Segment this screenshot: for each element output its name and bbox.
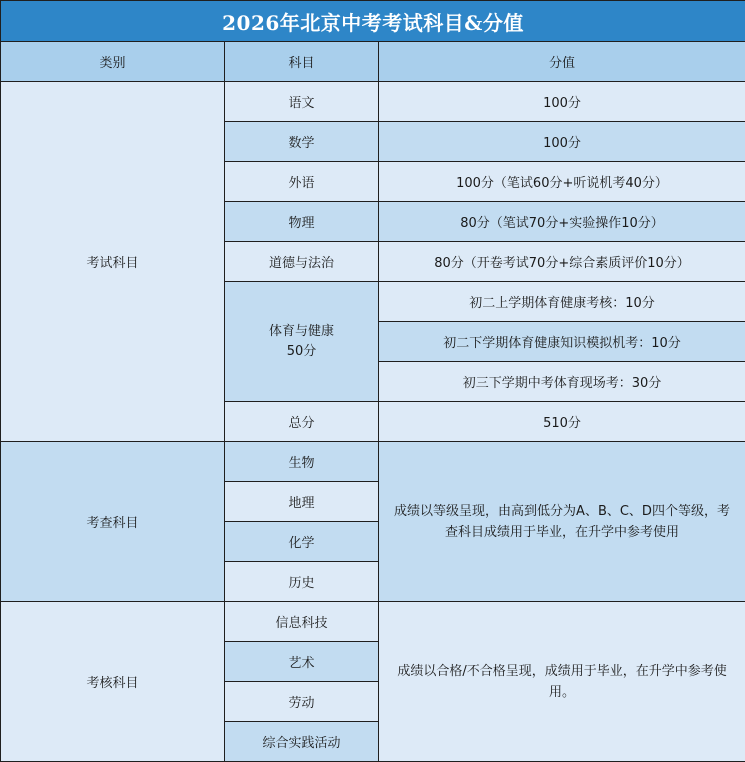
table-title: 2026年北京中考考试科目&分值 bbox=[1, 1, 745, 42]
score-cell: 初三下学期中考体育现场考：30分 bbox=[379, 362, 745, 402]
table-row bbox=[1, 442, 745, 482]
header-category: 类别 bbox=[1, 42, 225, 82]
header-score: 分值 bbox=[379, 42, 745, 82]
check-note: 成绩以等级呈现，由高到低分为A、B、C、D四个等级，考查科目成绩用于毕业，在升学中参考使用 bbox=[379, 442, 745, 602]
subject-cell: 历史 bbox=[225, 562, 379, 602]
subject-cell: 语文 bbox=[225, 82, 379, 122]
subject-cell: 化学 bbox=[225, 522, 379, 562]
subject-cell: 信息科技 bbox=[225, 602, 379, 642]
table-row bbox=[1, 602, 745, 642]
table-row bbox=[1, 82, 745, 122]
score-cell: 100分（笔试60分+听说机考40分） bbox=[379, 162, 745, 202]
subject-cell: 外语 bbox=[225, 162, 379, 202]
pe-subject-name: 体育与健康 bbox=[269, 324, 334, 339]
score-cell: 初二上学期体育健康考核：10分 bbox=[379, 282, 745, 322]
header-subject: 科目 bbox=[225, 42, 379, 82]
score-cell: 初二下学期体育健康知识模拟机考：10分 bbox=[379, 322, 745, 362]
subject-cell: 劳动 bbox=[225, 682, 379, 722]
subject-cell: 综合实践活动 bbox=[225, 722, 379, 762]
pe-subject-score: 50分 bbox=[287, 344, 317, 359]
category-check: 考查科目 bbox=[1, 442, 225, 602]
category-exam: 考试科目 bbox=[1, 82, 225, 442]
score-cell: 80分（笔试70分+实验操作10分） bbox=[379, 202, 745, 242]
score-cell: 100分 bbox=[379, 82, 745, 122]
subject-cell: 艺术 bbox=[225, 642, 379, 682]
score-cell: 100分 bbox=[379, 122, 745, 162]
subject-cell: 数学 bbox=[225, 122, 379, 162]
assess-note: 成绩以合格/不合格呈现，成绩用于毕业，在升学中参考使用。 bbox=[379, 602, 745, 762]
subject-pe bbox=[225, 282, 379, 402]
score-cell: 80分（开卷考试70分+综合素质评价10分） bbox=[379, 242, 745, 282]
subject-cell: 地理 bbox=[225, 482, 379, 522]
subject-total: 总分 bbox=[225, 402, 379, 442]
title-row bbox=[1, 1, 745, 42]
header-row bbox=[1, 42, 745, 82]
category-assess: 考核科目 bbox=[1, 602, 225, 762]
subject-cell: 生物 bbox=[225, 442, 379, 482]
subject-cell: 道德与法治 bbox=[225, 242, 379, 282]
score-total: 510分 bbox=[379, 402, 745, 442]
subject-cell: 物理 bbox=[225, 202, 379, 242]
